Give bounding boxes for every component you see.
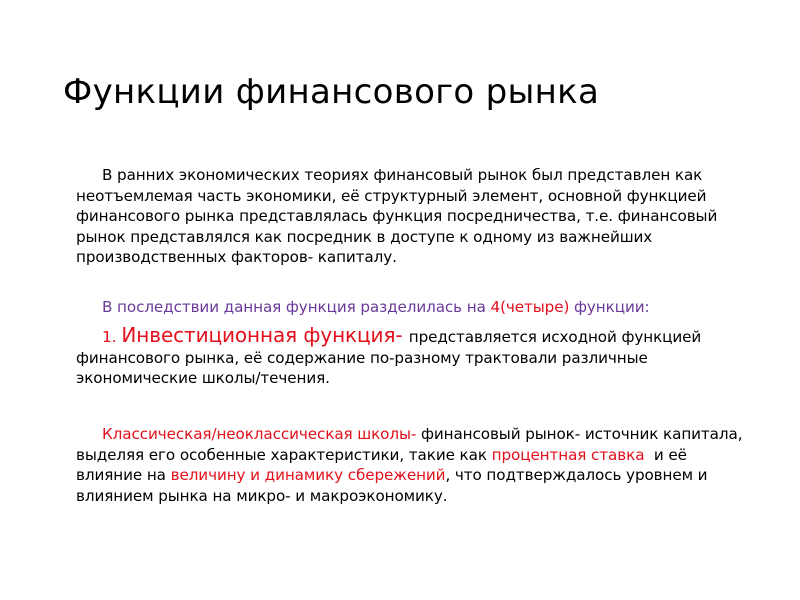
classical-heading: Классическая/неоклассическая школы- — [102, 425, 421, 443]
paragraph-split — [102, 297, 772, 318]
investment-heading: Инвестиционная функция- — [121, 323, 409, 347]
list-number: 1. — [102, 328, 122, 346]
split-text-after: функции: — [569, 298, 650, 316]
paragraph-investment-function — [76, 325, 746, 389]
paragraph-intro: В ранних экономических теориях финансовый рынок был представлен как неотъемлемая часть экономики, её структурный элемент, основной функцией финансового рынка представлялась функция посредничества, т.е. финансовый рынок представлялся как посредник в доступе к одному из важнейших производственных факторов- капиталу. — [76, 166, 718, 267]
split-text-before: В последствии данная функция разделилась на — [102, 298, 491, 316]
classical-text-2: и её влияние на — [76, 445, 692, 485]
classical-text-3: , что подтверждалось уровнем и влиянием рынка на микро- и макроэкономику. — [76, 466, 708, 505]
highlight-interest-rate: процентная ставка — [491, 445, 645, 464]
classical-text-1: финансовый рынок- источник капитала, выделяя его особенные характеристики, такие как — [76, 425, 743, 464]
paragraph-classical-school — [76, 424, 746, 506]
slide-title: Функции финансового рынка — [63, 72, 600, 112]
highlight-savings: величину и динамику сбережений — [170, 466, 446, 485]
split-highlight: 4(четыре) — [490, 298, 570, 316]
investment-text: представляется исходной функцией финансового рынка, её содержание по-разному трактовали различные экономические школы/течения. — [76, 328, 702, 388]
